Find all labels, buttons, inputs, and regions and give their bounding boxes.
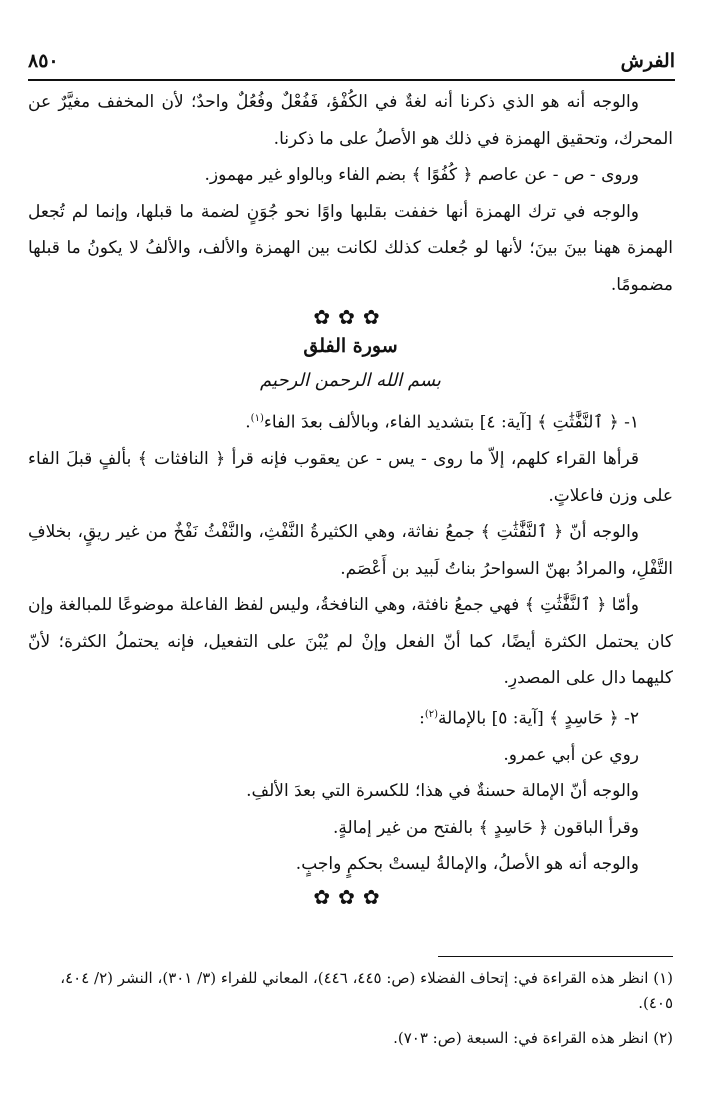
footnote: (٢) انظر هذه القراءة في: السبعة (ص: ٧٠٣).	[393, 1029, 673, 1047]
section-end-ornament: ✿✿✿	[313, 884, 388, 909]
paragraph: والوجه أنه هو الذي ذكرنا أنه لغةٌ في الكُفْؤ، فَفُعْلٌ وفُعُلٌ واحدٌ؛ لأن المخفف مغيَّرٌ عن المحرك، وتحقيق الهمزة في ذلك هو الأصلُ على ما ذكرنا.	[28, 92, 673, 149]
footnote-marker: (٢)	[424, 708, 438, 720]
footnote-separator	[438, 956, 673, 957]
entry-punct: :	[419, 708, 425, 729]
paragraph: قرأها القراء كلهم، إلاّ ما روى - يس - عن يعقوب فإنه قرأ ﴿ النافثات ﴾ بألفٍ قبلَ الفاء على وزن فاعلاتٍ.	[28, 449, 673, 506]
paragraph: وقرأ الباقون ﴿ حَاسِدٍ ﴾ بالفتح من غير إمالةٍ.	[333, 817, 639, 838]
paragraph: والوجه أنّ ﴿ ٱلنَّفَّٰثَٰتِ ﴾ جمعُ نفاثة، وهي الكثيرةُ النَّفْثِ، والنَّفْثُ نَفْخٌ من غير ريقٍ، بخلافِ التَّفْلِ، والمرادُ بهنّ السواحرُ بناتُ لَبيد بن أَعْصَم.	[28, 522, 673, 579]
paragraph: والوجه في ترك الهمزة أنها خففت بقلبها واوًا نحو جُوَنٍ لضمة ما قبلها، وإنما لم تُجعل الهمزة ههنا بينَ بينَ؛ لأنها لو جُعلت كذلك لكانت بين الهمزة والألف، والألفُ لا يكونُ ما قبلها مضمومًا.	[28, 201, 673, 295]
footnote: (١) انظر هذه القراءة في: إتحاف الفضلاء (ص: ٤٤٥، ٤٤٦)، المعاني للفراء (٣/ ٣٠١)، النشر (٢/ ٤٠٤، ٤٠٥).	[60, 969, 673, 1012]
paragraph: وروى - ص - عن عاصم ﴿ كُفُوًا ﴾ بضم الفاء وبالواو غير مهموز.	[204, 165, 639, 185]
header-title: الفرش	[620, 50, 675, 72]
running-header	[28, 50, 675, 78]
entry-text: ٢- ﴿ حَاسِدٍ ﴾ [آية: ٥] بالإمالة	[438, 708, 639, 729]
section-divider-ornament: ✿✿✿	[313, 305, 388, 329]
surah-title: سورة الفلق	[303, 335, 398, 357]
header-rule	[28, 79, 675, 81]
paragraph: وأمّا ﴿ ٱلنَّفَّٰثَٰتِ ﴾ فهي جمعُ نافثة، وهي النافخةُ، وليس لفظ الفاعلة موضوعًا للمبالغة وإن كان يحتمل الكثرة أيضًا، كما أنّ الفعل وإنْ لم يُبْنَ على التفعيل، فإنه يحتملُ الكثرة؛ لأنّ كليهما دال على المصدرِ.	[28, 595, 673, 689]
reading-entry-heading	[28, 697, 673, 737]
basmala: بسم الله الرحمن الرحيم	[260, 370, 441, 391]
paragraph: والوجه أنه هو الأصلُ، والإمالةُ ليستْ بحكمٍ واجبٍ.	[295, 854, 639, 875]
reading-entry-heading	[28, 401, 673, 441]
footnote-marker: (١)	[250, 413, 264, 424]
page-number: ٨٥٠	[28, 50, 59, 72]
paragraph: روي عن أبي عمرو.	[503, 744, 639, 765]
footnotes	[28, 966, 673, 1061]
paragraph: والوجه أنّ الإمالة حسنةٌ في هذا؛ للكسرة التي بعدَ الألفِ.	[246, 781, 639, 802]
entry-punct: .	[245, 412, 251, 433]
main-text	[28, 84, 673, 911]
entry-text: ١- ﴿ ٱلنَّفَّٰثَٰتِ ﴾ [آية: ٤] بتشديد الفاء، وبالألف بعدَ الفاء	[263, 412, 639, 433]
